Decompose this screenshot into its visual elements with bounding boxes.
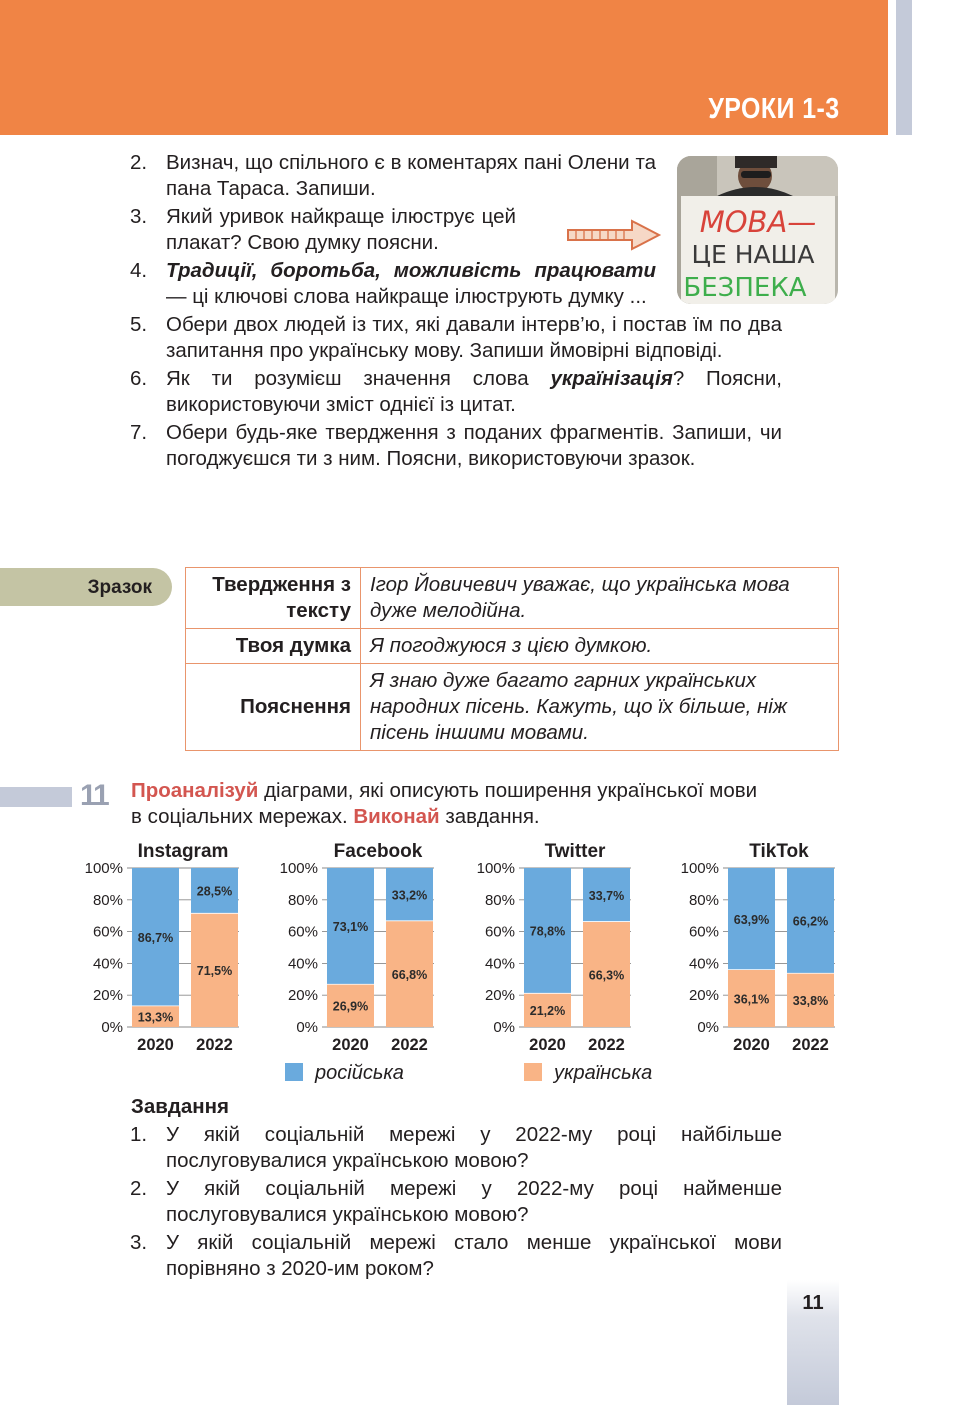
y-tick-label: 80%: [287, 891, 318, 909]
assignment-number: 1.: [130, 1123, 148, 1146]
task-text: Як ти розумієш значення слова: [166, 367, 551, 390]
page-number: 11: [802, 1292, 824, 1314]
data-label: 21,2%: [529, 1004, 566, 1019]
y-tick-label: 100%: [476, 860, 515, 877]
row-value: Я погоджуюся з цією думкою.: [361, 629, 839, 664]
legend-label: російська: [315, 1062, 404, 1084]
y-tick-label: 40%: [287, 955, 318, 973]
instruction-verb: Проаналізуй: [131, 779, 259, 802]
instruction-text: діаграми, які описують поширення української мови в соціальних мережах.: [131, 779, 758, 828]
task-item: [130, 258, 656, 310]
data-label: 86,7%: [137, 930, 174, 945]
sample-table: [185, 567, 839, 751]
task-number: 3.: [130, 205, 148, 228]
task-number: 5.: [130, 313, 148, 336]
task-text: — ці ключові слова найкраще ілюструють думку ...: [166, 285, 647, 308]
instruction-text: завдання.: [439, 805, 540, 828]
lesson-title: УРОКИ 1-3: [708, 93, 840, 125]
y-tick-label: 60%: [287, 923, 318, 941]
chart-title: Twitter: [544, 841, 606, 862]
row-value: Ігор Йовичевич уважає, що українська мова дуже мелодійна.: [361, 568, 839, 629]
data-label: 33,2%: [391, 888, 428, 903]
data-label: 78,8%: [529, 924, 566, 939]
y-tick-label: 80%: [484, 891, 515, 909]
data-label: 28,5%: [196, 884, 233, 899]
task-text: Обери двох людей із тих, які давали інтерв’ю, і постав їм по два запитання про українську мову. Запиши ймовірні відповіді.: [166, 313, 782, 362]
x-tick-label: 2022: [792, 1036, 829, 1054]
y-tick-label: 100%: [680, 860, 719, 877]
y-tick-label: 60%: [688, 923, 719, 941]
data-label: 71,5%: [196, 964, 233, 979]
row-label: Пояснення: [186, 664, 361, 751]
poster-line-3: БЕЗПЕКА: [683, 273, 807, 303]
task-text: Визнач, що спільного є в коментарях пані Олени та пана Тараса. Запиши.: [166, 151, 656, 200]
task-text: Обери будь-яке твердження з поданих фрагментів. Запиши, чи погоджуєшся ти з ним. Поясни, використовуючи зразок.: [166, 421, 782, 470]
protest-photo: [677, 156, 838, 304]
chart-twitter: [462, 836, 642, 1058]
data-label: 66,2%: [792, 914, 829, 929]
task-number: 6.: [130, 367, 148, 390]
row-label: Твердження з тексту: [186, 568, 361, 629]
data-label: 63,9%: [733, 912, 770, 927]
y-tick-label: 60%: [484, 923, 515, 941]
y-tick-label: 40%: [92, 955, 123, 973]
x-tick-label: 2020: [332, 1036, 369, 1054]
y-tick-label: 0%: [697, 1019, 719, 1036]
y-tick-label: 0%: [296, 1019, 318, 1036]
y-tick-label: 60%: [92, 923, 123, 941]
y-tick-label: 20%: [688, 987, 719, 1005]
data-label: 33,7%: [588, 888, 625, 903]
data-label: 26,9%: [332, 999, 369, 1014]
task-item: [130, 366, 782, 418]
y-tick-label: 0%: [101, 1019, 123, 1036]
exercise-instruction: [131, 778, 771, 830]
assignment-text: У якій соціальній мережі стало менше української мови порівняно з 2020-им роком?: [166, 1231, 782, 1280]
table-row: [186, 629, 839, 664]
poster-line-1: МОВА—: [699, 205, 817, 239]
assignment-heading: Завдання: [131, 1095, 229, 1118]
exercise-number: 11: [80, 779, 108, 812]
data-label: 13,3%: [137, 1010, 174, 1025]
task-item: [130, 204, 516, 256]
x-tick-label: 2022: [196, 1036, 233, 1054]
task-item: [130, 150, 656, 202]
assignment-number: 2.: [130, 1177, 148, 1200]
y-tick-label: 40%: [688, 955, 719, 973]
sample-tag: [0, 568, 172, 606]
x-tick-label: 2020: [529, 1036, 566, 1054]
row-label: Твоя думка: [186, 629, 361, 664]
chart-title: Facebook: [333, 841, 423, 862]
sample-tag-label: Зразок: [87, 577, 152, 598]
y-tick-label: 40%: [484, 955, 515, 973]
legend-swatch-ukrainian: [524, 1063, 542, 1081]
y-tick-label: 0%: [493, 1019, 515, 1036]
arrow-icon: [566, 218, 662, 252]
header-stripe: [896, 0, 912, 135]
x-tick-label: 2020: [137, 1036, 174, 1054]
y-tick-label: 80%: [92, 891, 123, 909]
table-row: [186, 664, 839, 751]
chart-instagram: [70, 836, 250, 1058]
instruction-verb: Виконай: [353, 805, 440, 828]
data-label: 33,8%: [792, 994, 829, 1009]
x-tick-label: 2022: [391, 1036, 428, 1054]
y-tick-label: 80%: [688, 891, 719, 909]
task-number: 2.: [130, 151, 148, 174]
y-tick-label: 20%: [484, 987, 515, 1005]
task-item: [130, 420, 782, 472]
assignment-item: [130, 1176, 782, 1228]
task-keyword: українізація: [550, 367, 673, 390]
task-text: Який уривок найкраще ілюструє цей плакат? Свою думку поясни.: [166, 205, 516, 254]
data-label: 73,1%: [332, 920, 369, 935]
task-item: [130, 312, 782, 364]
chart-title: Instagram: [137, 841, 229, 862]
poster-line-2: ЦЕ НАША: [691, 240, 815, 269]
x-tick-label: 2020: [733, 1036, 770, 1054]
assignment-number: 3.: [130, 1231, 148, 1254]
chart-title: TikTok: [749, 841, 809, 862]
assignment-item: [130, 1230, 782, 1282]
data-label: 66,8%: [391, 967, 428, 982]
y-tick-label: 100%: [279, 860, 318, 877]
table-row: [186, 568, 839, 629]
legend-label: українська: [554, 1062, 653, 1084]
task-text: ? Поясни, використовуючи зміст однієї із цитат.: [166, 367, 782, 416]
data-label: 66,3%: [588, 968, 625, 983]
y-tick-label: 20%: [287, 987, 318, 1005]
exercise-band: [0, 787, 72, 807]
legend-ukrainian: [524, 1062, 652, 1085]
assignment-text: У якій соціальній мережі у 2022-му році найменше послуговувалися українською мовою?: [166, 1177, 782, 1226]
chart-tiktok: [666, 836, 846, 1058]
y-tick-label: 100%: [84, 860, 123, 877]
task-keywords: Традиції, боротьба, можливість працювати: [166, 259, 656, 282]
data-label: 36,1%: [733, 992, 770, 1007]
assignment-list: [130, 1122, 782, 1284]
row-value: Я знаю дуже багато гарних українських народних пісень. Кажуть, що їх більше, ніж пісень іншими мовами.: [361, 664, 839, 751]
task-number: 4.: [130, 259, 148, 282]
legend-swatch-russian: [285, 1063, 303, 1081]
x-tick-label: 2022: [588, 1036, 625, 1054]
legend-russian: [285, 1062, 404, 1085]
chart-facebook: [265, 836, 445, 1058]
y-tick-label: 20%: [92, 987, 123, 1005]
assignment-text: У якій соціальній мережі у 2022-му році найбільше послуговувалися українською мовою?: [166, 1123, 782, 1172]
task-number: 7.: [130, 421, 148, 444]
assignment-item: [130, 1122, 782, 1174]
